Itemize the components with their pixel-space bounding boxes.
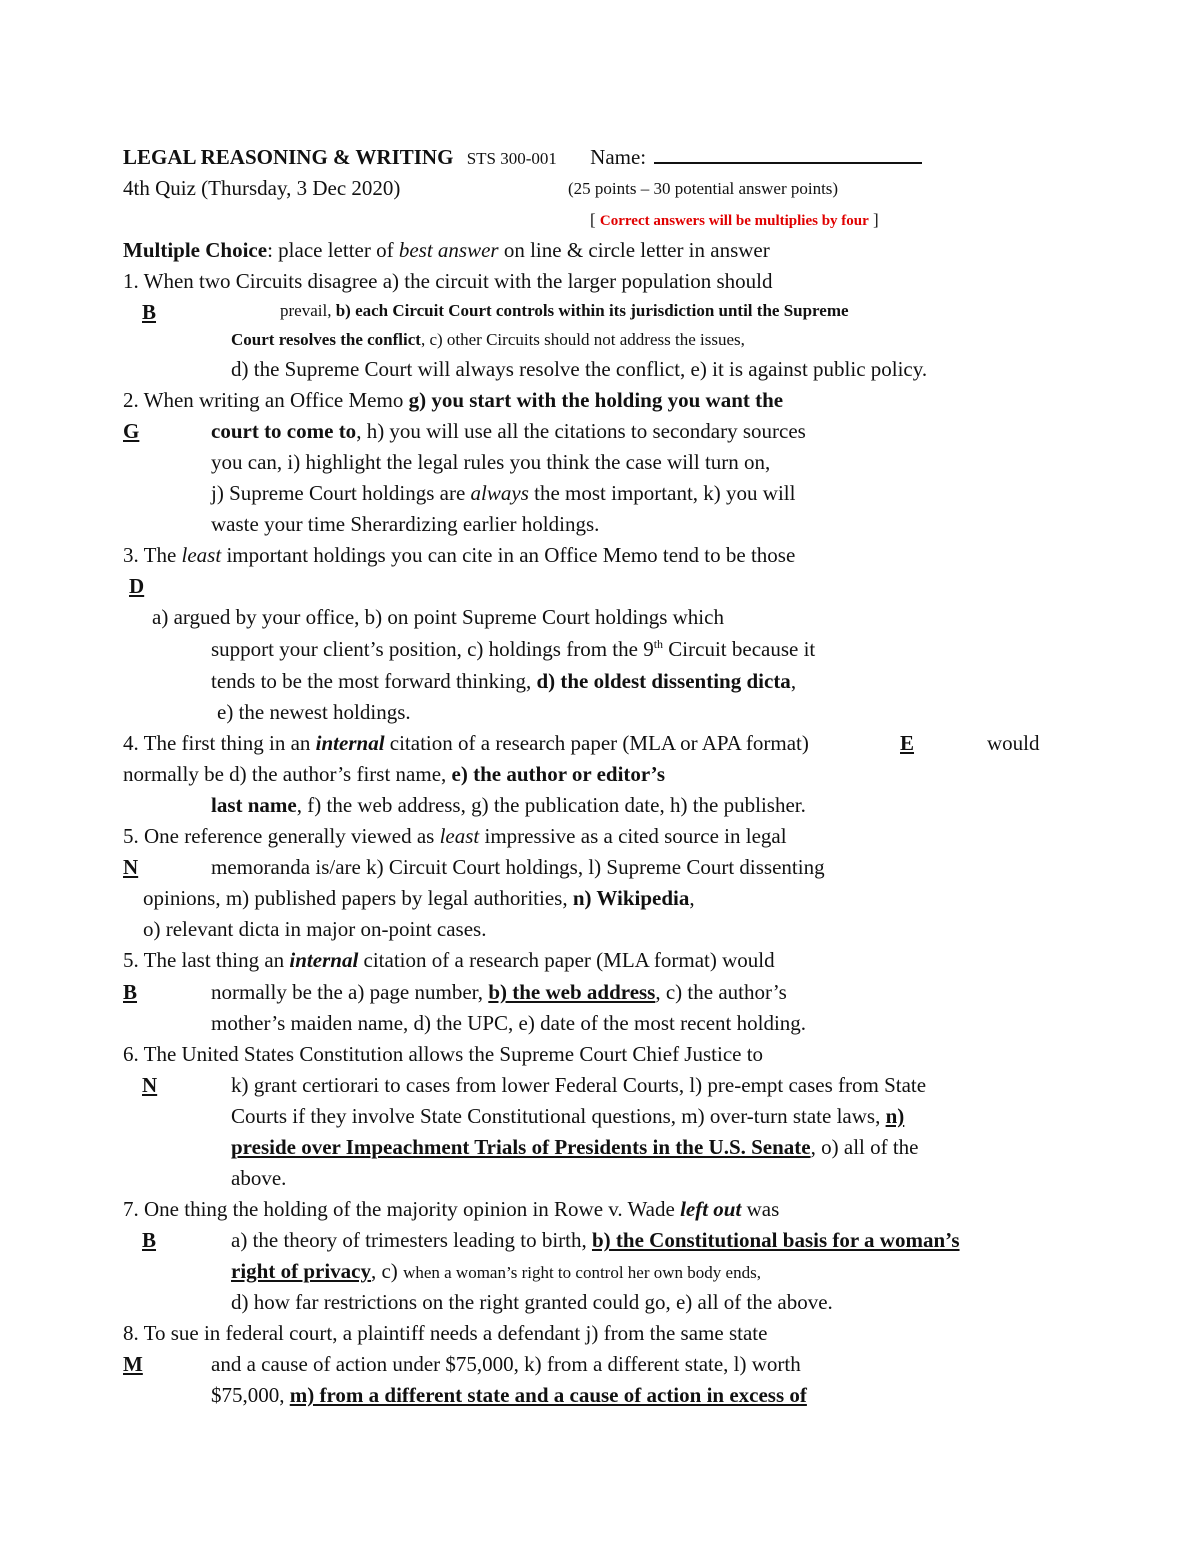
quiz-header xyxy=(123,146,922,168)
question-8-line-1: 8. To sue in federal court, a plaintiff needs a defendant j) from the same state xyxy=(123,1321,768,1345)
points-note: (25 points – 30 potential answer points) xyxy=(568,179,839,198)
answer-7: B xyxy=(142,1228,157,1252)
question-6-line-4: preside over Impeachment Trials of Presidents in the U.S. Senate, o) all of the xyxy=(231,1135,919,1159)
question-1-line-2: prevail, b) each Circuit Court controls within its jurisdiction until the Supreme xyxy=(280,301,849,320)
question-3-line-4: tends to be the most forward thinking, d) the oldest dissenting dicta, xyxy=(211,669,797,693)
name-label: Name: xyxy=(590,145,647,169)
instructions: Multiple Choice: place letter of best answer on line & circle letter in answer xyxy=(123,238,770,262)
question-6-line-2: k) grant certiorari to cases from lower Federal Courts, l) pre-empt cases from State xyxy=(231,1073,927,1097)
course-code: STS 300-001 xyxy=(466,149,557,168)
question-4-line-2: normally be d) the author’s first name, e) the author or editor’s xyxy=(123,762,665,786)
question-2-line-1: 2. When writing an Office Memo g) you start with the holding you want the xyxy=(123,388,784,412)
question-7-line-1: 7. One thing the holding of the majority opinion in Rowe v. Wade left out was xyxy=(123,1197,780,1221)
course-title: LEGAL REASONING & WRITING xyxy=(123,145,454,169)
question-8-line-2: and a cause of action under $75,000, k) from a different state, l) worth xyxy=(211,1352,801,1376)
question-5b-line-3: mother’s maiden name, d) the UPC, e) date of the most recent holding. xyxy=(211,1011,807,1035)
question-7-line-3: right of privacy, c) when a woman’s right to control her own body ends, xyxy=(231,1259,761,1283)
question-2-line-3: you can, i) highlight the legal rules you think the case will turn on, xyxy=(211,450,771,474)
answer-3: D xyxy=(129,574,145,598)
question-2-line-4: j) Supreme Court holdings are always the most important, k) you will xyxy=(211,481,796,505)
correct-answers-note: [ Correct answers will be multiplies by four ] xyxy=(590,210,879,229)
question-3-line-5: e) the newest holdings. xyxy=(217,700,411,724)
question-6-line-3: Courts if they involve State Constitutional questions, m) over-turn state laws, n) xyxy=(231,1104,905,1128)
question-3-line-2: a) argued by your office, b) on point Supreme Court holdings which xyxy=(152,605,724,629)
quiz-title: 4th Quiz (Thursday, 3 Dec 2020) xyxy=(123,176,401,200)
question-6-line-1: 6. The United States Constitution allows the Supreme Court Chief Justice to xyxy=(123,1042,764,1066)
question-1-line-1: 1. When two Circuits disagree a) the circuit with the larger population should xyxy=(123,269,773,293)
answer-8: M xyxy=(123,1352,143,1376)
answer-5a: N xyxy=(123,855,139,879)
question-5b-line-1: 5. The last thing an internal citation of a research paper (MLA format) would xyxy=(123,948,775,972)
question-5b-line-2: normally be the a) page number, b) the web address, c) the author’s xyxy=(211,980,787,1004)
name-blank-line[interactable] xyxy=(654,146,922,164)
answer-6: N xyxy=(142,1073,158,1097)
question-8-line-3: $75,000, m) from a different state and a cause of action in excess of xyxy=(211,1383,807,1407)
multiplier-note: Correct answers will be multiplies by four xyxy=(599,213,869,229)
question-5a-line-3: opinions, m) published papers by legal authorities, n) Wikipedia, xyxy=(143,886,695,910)
question-2-line-2: court to come to, h) you will use all the citations to secondary sources xyxy=(211,419,806,443)
answer-1: B xyxy=(142,300,157,324)
question-4-line-3: last name, f) the web address, g) the publication date, h) the publisher. xyxy=(211,793,806,817)
answer-5b: B xyxy=(123,980,138,1004)
question-3-line-3: support your client’s position, c) holdings from the 9th Circuit because it xyxy=(211,637,816,661)
question-4-would: would xyxy=(987,731,1040,755)
question-4-line-1: 4. The first thing in an internal citation of a research paper (MLA or APA format) xyxy=(123,731,809,755)
question-5a-line-1: 5. One reference generally viewed as least impressive as a cited source in legal xyxy=(123,824,787,848)
answer-4: E xyxy=(900,731,915,755)
question-7-line-2: a) the theory of trimesters leading to birth, b) the Constitutional basis for a woman’s xyxy=(231,1228,960,1252)
question-6-line-5: above. xyxy=(231,1166,287,1190)
question-1-line-4: d) the Supreme Court will always resolve the conflict, e) it is against public policy. xyxy=(231,357,928,381)
question-5a-line-4: o) relevant dicta in major on-point cases. xyxy=(143,917,487,941)
answer-2: G xyxy=(123,419,140,443)
question-7-line-4: d) how far restrictions on the right granted could go, e) all of the above. xyxy=(231,1290,833,1314)
question-3-line-1: 3. The least important holdings you can cite in an Office Memo tend to be those xyxy=(123,543,796,567)
question-5a-line-2: memoranda is/are k) Circuit Court holdings, l) Supreme Court dissenting xyxy=(211,855,825,879)
question-2-line-5: waste your time Sherardizing earlier holdings. xyxy=(211,512,600,536)
question-1-line-3: Court resolves the conflict, c) other Circuits should not address the issues, xyxy=(231,330,745,349)
